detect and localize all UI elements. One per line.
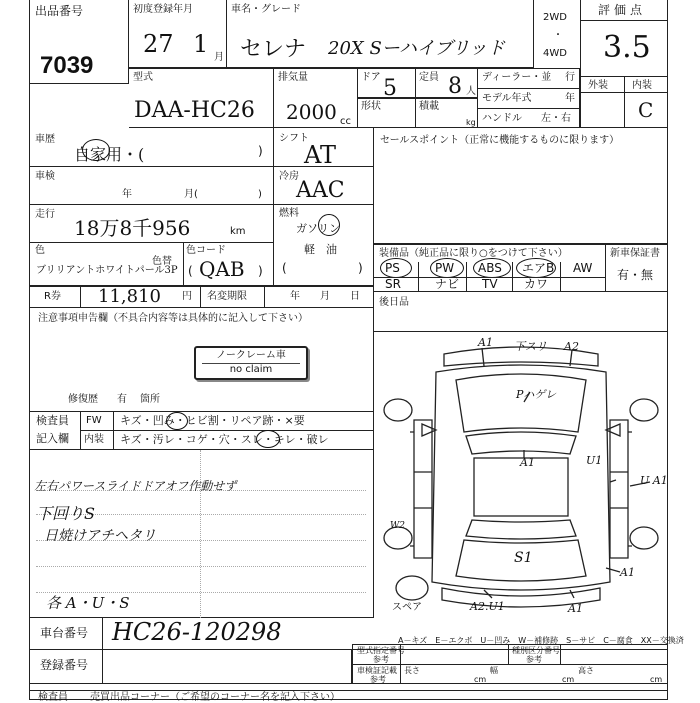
fuel-open: ( xyxy=(282,261,287,275)
fuel-label: 燃料 xyxy=(279,208,299,219)
remark-4: 各 A・U・S xyxy=(46,594,130,612)
recycle-label: R券 xyxy=(44,291,61,302)
color-code-value: QAB xyxy=(199,257,245,281)
color-label: 色 xyxy=(35,245,45,256)
class-sub: 参考 xyxy=(526,655,542,664)
shift-value: AT xyxy=(304,141,337,169)
equip-leather: カワ xyxy=(524,277,549,291)
history-value: 自家用・( xyxy=(74,145,145,164)
equip-ps: PS xyxy=(385,261,400,275)
dims-sub: 参考 xyxy=(370,675,386,684)
damage-legend: A－キズ E－エクボ U－凹み W－補修跡 S－サビ C－腐食 XX－交換済 xyxy=(398,636,684,645)
diag-front-right-a2: A2 xyxy=(564,340,579,353)
warranty-value: 有・無 xyxy=(617,268,654,282)
first-reg-month: 1 xyxy=(193,30,209,58)
fuel-gasoline: ガソリン xyxy=(296,222,340,235)
name-change-label: 名変期限 xyxy=(207,291,247,302)
fuel-close: ) xyxy=(358,261,363,275)
kg-unit: kg xyxy=(466,118,476,127)
name-change-year: 年 xyxy=(290,291,300,302)
color-code-label: 色コード xyxy=(186,245,226,256)
noclaim-jp: ノークレーム車 xyxy=(216,350,286,361)
int-items: キズ・汚レ・コゲ・穴・スレ・キレ・破レ xyxy=(120,433,329,446)
load-label: 積載 xyxy=(419,101,439,112)
fuel-diesel: 軽 油 xyxy=(304,243,337,256)
diag-roof: A1 xyxy=(520,456,535,469)
diag-front-left-a1: A1 xyxy=(478,336,493,349)
length-cm: cm xyxy=(474,675,487,684)
doors-label: ドア xyxy=(361,72,381,83)
height-cm: cm xyxy=(650,675,663,684)
remark-3: 日焼けアチヘタリ xyxy=(44,528,156,544)
noclaim-en: no claim xyxy=(202,363,300,375)
interior-label: 内装 xyxy=(632,80,652,91)
repair-yes: 有 xyxy=(117,394,127,405)
car-diagram xyxy=(374,332,668,624)
diag-right-front: U A1 xyxy=(640,474,668,487)
warranty-label: 新車保証書 xyxy=(610,248,660,259)
drive-dot: ・ xyxy=(553,30,563,41)
lot-label: 出品番号 xyxy=(35,4,84,18)
inspection-month: 月( xyxy=(184,189,198,200)
exterior-label: 外装 xyxy=(588,80,608,91)
dims-label: 車検証記載 xyxy=(357,666,397,675)
grade-score: 3.5 xyxy=(603,30,651,65)
first-reg-label: 初度登録年月 xyxy=(133,4,193,15)
mileage-label: 走行 xyxy=(35,209,55,220)
recycle-amount: 11,810 xyxy=(98,286,161,307)
km-unit: km xyxy=(230,226,246,237)
rear-items-label: 後日品 xyxy=(379,297,409,308)
mileage-value: 18万8千956 xyxy=(74,216,191,240)
repair-location: 箇所 xyxy=(140,394,160,405)
chassis-value: HC26-120298 xyxy=(112,618,282,646)
name-change-month: 月 xyxy=(320,291,330,302)
diag-right-rear: A1 xyxy=(620,566,635,579)
remark-1: 左右パワースライドドアオフ作動せず xyxy=(34,479,237,493)
inspection-close: ) xyxy=(258,189,262,200)
chassis-label: 車台番号 xyxy=(40,626,89,640)
fw-label: FW xyxy=(86,415,102,426)
model-value: DAA-HC26 xyxy=(134,98,255,123)
score-label: 評価点 xyxy=(598,3,647,17)
cc-unit: cc xyxy=(340,116,351,127)
inspector-label-1: 検査員 xyxy=(36,414,69,427)
model-designation-label: 型式指定番号 xyxy=(357,646,405,655)
noclaim-stamp xyxy=(194,346,308,380)
ac-value: AAC xyxy=(296,178,345,203)
model-year-suffix: 年 xyxy=(565,93,575,104)
model-year-label: モデル年式 xyxy=(482,93,532,104)
sales-points-label: セールスポイント（正常に機能するものに限ります） xyxy=(380,135,620,146)
remark-2: 下回りS xyxy=(36,504,95,523)
interior-score: C xyxy=(638,98,654,122)
drive-2wd: 2WD xyxy=(543,12,567,23)
car-name: セレナ xyxy=(240,37,307,62)
height-label: 高さ xyxy=(578,666,594,675)
displacement-value: 2000 xyxy=(286,100,337,124)
equip-pw: PW xyxy=(435,261,455,275)
equip-aw: AW xyxy=(573,261,593,275)
diag-hood: Pハゲレ xyxy=(516,388,557,401)
ac-label: 冷房 xyxy=(279,171,299,182)
diag-front-scratch: 下スリ xyxy=(514,340,547,353)
diag-right-side: U1 xyxy=(586,454,603,467)
equip-abs: ABS xyxy=(478,261,502,275)
doors-value: 5 xyxy=(383,76,397,101)
footer-inspector: 検査員 xyxy=(38,692,68,703)
color-change-label: 色替 xyxy=(152,256,172,267)
handle-value: 左・右 xyxy=(541,113,571,124)
shift-label: シフト xyxy=(279,133,309,144)
recycle-yen: 円 xyxy=(182,291,192,302)
equipment-label: 装備品（純正品に限り○をつけて下さい） xyxy=(379,248,568,259)
lot-number: 7039 xyxy=(40,52,94,79)
fw-items: キズ・凹み・ヒビ割・リペア跡・×要 xyxy=(120,414,305,427)
class-label: 種別区分番号 xyxy=(512,646,560,655)
color-value: ブリリアントホワイトパール3P xyxy=(36,265,178,276)
car-grade: 20X Sーハイブリッド xyxy=(328,38,505,59)
color-code-open: ( xyxy=(188,264,193,278)
equip-navi: ナビ xyxy=(435,277,460,291)
first-reg-year: 27 xyxy=(143,30,174,58)
capacity-unit: 人 xyxy=(466,86,476,97)
dealer-suffix: 行 xyxy=(565,72,575,83)
int-label: 内装 xyxy=(84,434,104,445)
rear-items-block xyxy=(374,292,668,332)
diag-spare: スペア xyxy=(392,602,422,613)
drive-4wd: 4WD xyxy=(543,48,567,59)
shape-label: 形状 xyxy=(361,101,381,112)
equip-airbag: エアB xyxy=(522,261,555,275)
inspector-label-2: 記入欄 xyxy=(36,432,69,445)
capacity-label: 定員 xyxy=(419,72,439,83)
width-label: 幅 xyxy=(490,666,498,675)
history-label: 車歴 xyxy=(35,134,55,145)
notes-label: 注意事項申告欄（不具合内容等は具体的に記入して下さい） xyxy=(38,313,308,324)
displacement-label: 排気量 xyxy=(278,72,308,83)
registration-label: 登録番号 xyxy=(40,658,89,672)
diag-left-rear: A1 xyxy=(568,602,583,615)
length-label: 長さ xyxy=(404,666,420,675)
diag-left-w: W2 xyxy=(390,521,405,531)
color-code-close: ) xyxy=(258,264,263,278)
model-designation-sub: 参考 xyxy=(373,655,389,664)
equip-sr: SR xyxy=(385,277,401,291)
repair-label: 修復歴 xyxy=(68,394,98,405)
history-close: ) xyxy=(258,144,263,158)
model-label: 型式 xyxy=(133,72,153,83)
handle-label: ハンドル xyxy=(482,113,522,124)
name-change-day: 日 xyxy=(350,291,360,302)
equip-tv: TV xyxy=(482,277,498,291)
inspection-year: 年 xyxy=(122,189,132,200)
footer-note: 売買出品コーナー（ご希望のコーナー名を記入下さい） xyxy=(90,692,340,703)
inspection-label: 車検 xyxy=(35,171,55,182)
month-unit: 月 xyxy=(214,52,224,63)
capacity-value: 8 xyxy=(448,74,462,99)
diag-trunk: S1 xyxy=(514,550,533,566)
dealer-label: ディーラー・並 xyxy=(482,72,552,83)
car-name-label: 車名・グレード xyxy=(231,4,301,15)
diag-rear: A2.U1 xyxy=(470,600,505,613)
width-cm: cm xyxy=(562,675,575,684)
